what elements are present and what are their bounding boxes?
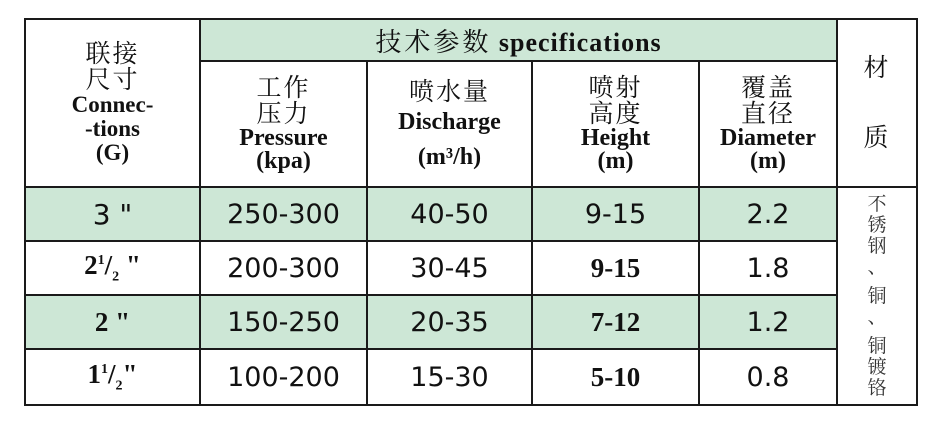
size-whole: 2 (94, 306, 109, 337)
pressure-cell: 100-200 (200, 349, 367, 405)
material-char: 铜 (867, 334, 887, 357)
material-cn1: 材 (863, 53, 891, 82)
table-row (25, 241, 917, 295)
size-denominator: 2 (112, 269, 120, 285)
pressure-en2: (kpa) (256, 148, 311, 174)
material-char: 镀 (867, 355, 887, 378)
pressure-cell: 200-300 (200, 241, 367, 295)
discharge-cell: 15-30 (367, 349, 532, 405)
height-cell: 7-12 (532, 295, 699, 349)
height-cell: 5-10 (532, 349, 699, 405)
specifications-title (200, 19, 837, 61)
size-numerator: 1 (100, 362, 108, 378)
discharge-en1: Discharge (398, 109, 501, 135)
material-char: 锈 (867, 213, 887, 236)
material-char: 铬 (867, 376, 887, 399)
discharge-cell: 20-35 (367, 295, 532, 349)
size-whole: 2 (84, 250, 98, 281)
height-header (532, 61, 699, 187)
diameter-cell: 2.2 (699, 187, 837, 241)
table-row (25, 349, 917, 405)
size-mark: " (110, 197, 133, 231)
pressure-cell: 250-300 (200, 187, 367, 241)
discharge-cn1: 喷水量 (408, 77, 490, 106)
height-cn1: 喷射 (588, 73, 643, 102)
size-mark: " (108, 306, 131, 337)
diameter-en2: (m) (750, 148, 786, 174)
diameter-en1: Diameter (720, 125, 816, 151)
title-cn: 技术参数 (375, 27, 492, 58)
pressure-cell: 150-250 (200, 295, 367, 349)
material-cell (837, 187, 917, 405)
material-char: 、 (867, 255, 887, 278)
size-whole: 1 (87, 359, 101, 390)
discharge-cell: 40-50 (367, 187, 532, 241)
discharge-cell: 30-45 (367, 241, 532, 295)
pressure-header (200, 61, 367, 187)
material-header (837, 19, 917, 187)
diameter-cell: 0.8 (699, 349, 837, 405)
table-row (25, 295, 917, 349)
height-en2: (m) (597, 148, 634, 174)
connection-cn-line1: 联接 (85, 39, 140, 68)
size-denominator: 2 (115, 378, 123, 394)
connection-size-header (25, 19, 200, 187)
size-mark: " (122, 359, 138, 390)
size-mark: " (119, 250, 141, 281)
material-char: 、 (867, 305, 887, 328)
connection-en-line1: Connec- (71, 92, 154, 117)
diameter-header (699, 61, 837, 187)
connection-size-cell: $1^1/_2$" (25, 349, 200, 405)
connection-size-cell (25, 187, 200, 241)
size-whole: 3 (92, 197, 111, 231)
height-cell: 9-15 (532, 187, 699, 241)
height-cn2: 高度 (588, 99, 643, 128)
material-char: 不 (867, 192, 887, 215)
material-cn2: 质 (863, 123, 891, 152)
connection-en-line2: -tions (85, 116, 140, 141)
diameter-cell: 1.2 (699, 295, 837, 349)
pressure-en1: Pressure (239, 125, 328, 151)
table-row (25, 187, 917, 241)
connection-en-line3: (G) (95, 140, 130, 165)
connection-cn-line2: 尺寸 (85, 65, 140, 94)
connection-size-cell (25, 295, 200, 349)
height-en1: Height (580, 125, 651, 151)
size-numerator: 1 (97, 253, 105, 269)
pressure-cn2: 压力 (256, 99, 311, 128)
pressure-cn1: 工作 (256, 73, 311, 102)
diameter-cn1: 覆盖 (741, 73, 796, 102)
material-char: 铜 (867, 284, 887, 307)
diameter-cn2: 直径 (741, 99, 796, 128)
discharge-en2: (m³/h) (417, 144, 482, 170)
specifications-table (24, 18, 918, 406)
discharge-header (367, 61, 532, 187)
diameter-cell: 1.8 (699, 241, 837, 295)
title-en: specifications (498, 27, 662, 57)
height-cell: 9-15 (532, 241, 699, 295)
connection-size-cell: $2^1/_2$ " (25, 241, 200, 295)
material-char: 钢 (867, 234, 887, 257)
